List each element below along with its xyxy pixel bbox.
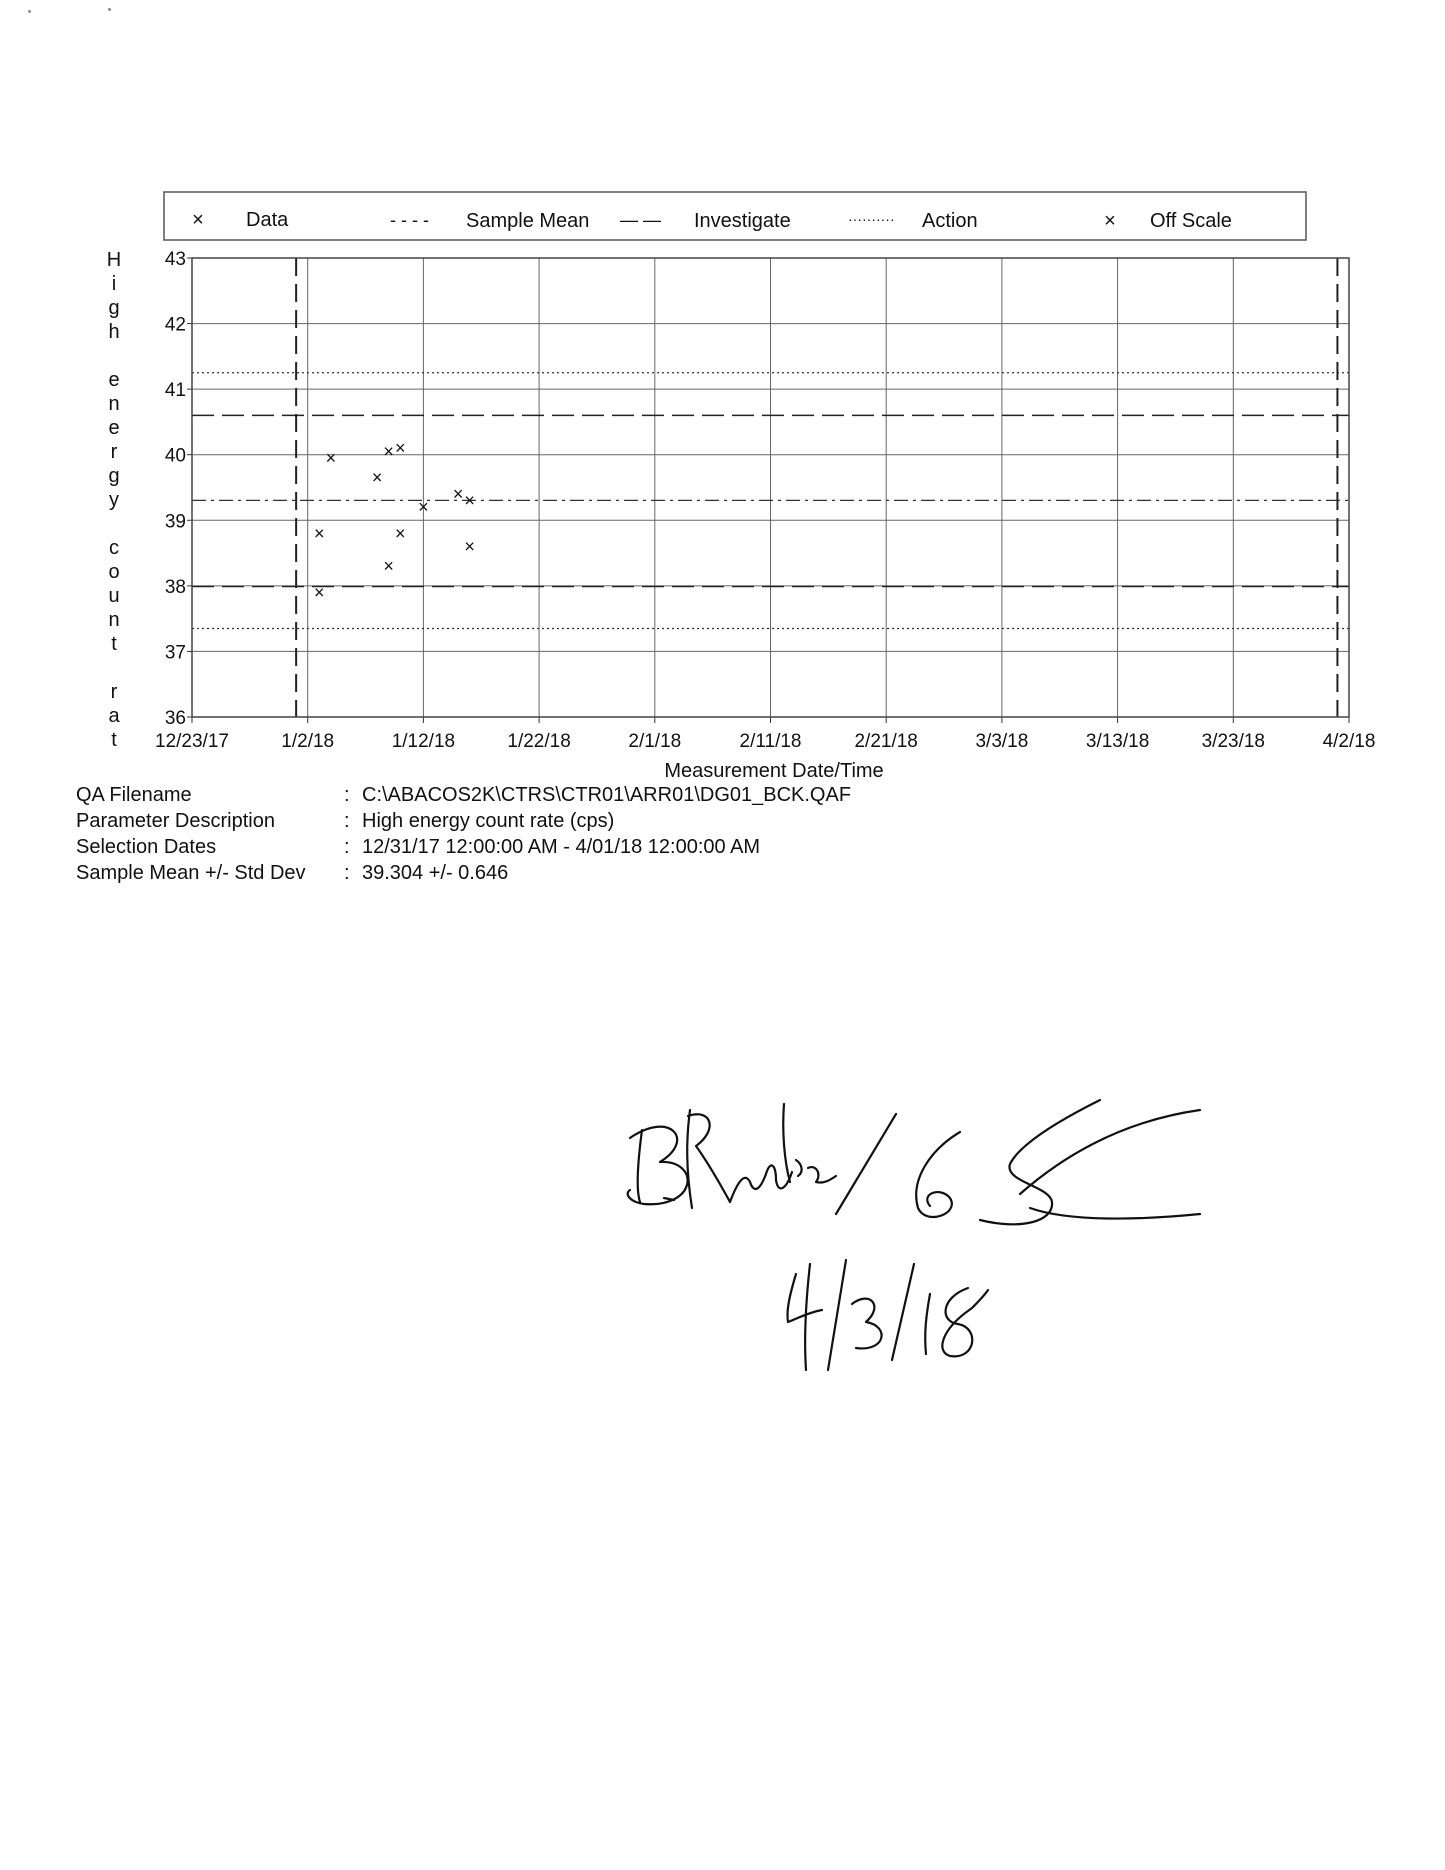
x-tick-label: 3/13/18 [1085,731,1150,752]
info-label: Selection Dates [76,836,217,858]
signature-block [600,1090,1220,1395]
data-point: × [418,497,429,518]
info-label: Parameter Description [76,810,275,832]
y-axis-title-letter: t [111,633,117,655]
y-tick-label: 43 [164,249,186,270]
y-axis-title-letter: e [108,369,120,391]
y-axis-title-letter: n [108,609,120,631]
legend-marker-investigate: — — [620,210,662,230]
info-label: QA Filename [76,784,192,806]
info-colon: : [344,862,350,884]
legend-marker-sample-mean: - - - - [390,210,429,230]
y-axis-title-letter: H [106,249,122,271]
data-point: × [395,438,406,459]
data-point: × [464,536,475,557]
x-tick-label: 2/21/18 [854,731,918,752]
y-axis-title-letter: y [109,489,119,511]
data-point: × [314,523,325,544]
info-colon: : [344,810,350,832]
info-row [76,834,851,860]
info-row [76,782,851,808]
y-axis-title-letter: c [109,537,119,559]
x-tick-label: 1/12/18 [391,731,456,752]
y-axis-title-letter: r [110,681,118,703]
info-row [76,860,851,886]
data-point: × [452,484,464,505]
y-axis-title-letter: g [108,465,120,487]
y-axis-title-letter: r [110,441,118,463]
x-tick-label: 2/11/18 [739,731,802,752]
qa-info-table [76,782,851,886]
y-tick-label: 40 [164,445,186,467]
x-tick-label: 1/2/18 [281,731,335,752]
x-tick-label: 12/23/17 [155,731,229,752]
grid [187,258,1349,723]
x-tick-label: 1/22/18 [507,731,571,752]
y-tick-label: 42 [164,314,186,336]
x-tick-label: 3/3/18 [975,731,1029,752]
legend-label-action: Action [922,210,978,232]
data-point: × [371,467,383,488]
y-axis-title-letter: h [108,321,120,343]
info-value: 12/31/17 12:00:00 AM - 4/01/18 12:00:00 AM [362,836,761,858]
legend-label-sample-mean: Sample Mean [466,210,590,232]
y-tick-labels [165,249,186,729]
data-point: × [314,582,325,603]
data-point: × [464,490,475,511]
legend-marker-action: ·········· [848,211,895,227]
x-tick-label: 2/1/18 [628,731,682,752]
info-colon: : [344,784,350,806]
info-row [76,808,851,834]
info-value: High energy count rate (cps) [362,810,615,832]
data-point: × [325,447,337,468]
y-axis-title-letter: g [108,297,120,319]
info-value: 39.304 +/- 0.646 [362,862,509,884]
y-tick-label: 38 [164,576,186,598]
info-label: Sample Mean +/- Std Dev [76,862,306,884]
y-axis-title-letter: i [111,273,117,295]
x-axis-title: Measurement Date/Time [664,760,884,782]
y-axis-title-letter: n [108,393,120,415]
x-tick-label: 3/23/18 [1201,731,1266,752]
data-point: × [383,556,394,577]
info-value: C:\ABACOS2K\CTRS\CTR01\ARR01\DG01_BCK.QAF [362,784,852,806]
info-colon: : [344,836,350,858]
data-point: × [383,441,394,462]
y-axis-title [107,249,121,751]
y-axis-title-letter: e [108,417,120,439]
y-axis-title-letter: t [111,729,117,751]
y-axis-title-letter: o [108,561,120,583]
x-tick-labels [155,731,1375,752]
handwritten-signature [600,1090,1220,1390]
legend-marker-data: × [192,209,204,231]
legend-marker-off-scale: × [1104,210,1116,232]
y-tick-label: 36 [164,708,186,729]
legend [192,209,1232,232]
legend-label-off-scale: Off Scale [1150,210,1232,232]
y-tick-label: 37 [164,642,186,664]
y-axis-title-letter: u [108,585,120,607]
data-point: × [395,523,406,544]
y-tick-label: 39 [164,511,186,533]
legend-label-data: Data [246,209,289,231]
y-tick-label: 41 [164,380,186,402]
x-tick-label: 4/2/18 [1322,731,1376,752]
legend-label-investigate: Investigate [694,210,791,232]
y-axis-title-letter: a [108,705,120,727]
